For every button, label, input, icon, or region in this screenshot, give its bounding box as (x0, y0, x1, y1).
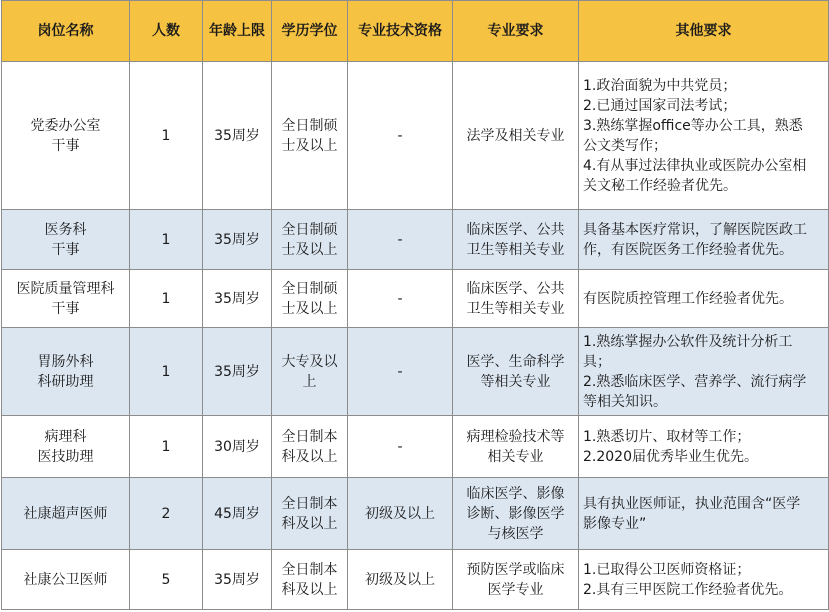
cell-other: 有医院质控管理工作经验者优先。 (579, 270, 829, 328)
header-row (2, 1, 829, 62)
cell-major: 医学、生命科学 等相关专业 (453, 328, 579, 416)
cell-age: 30周岁 (203, 416, 272, 478)
header-age: 年龄上限 (203, 1, 272, 62)
cell-qualification: 初级及以上 (348, 550, 453, 610)
cell-age: 45周岁 (203, 478, 272, 550)
cell-position: 医务科 干事 (2, 210, 130, 270)
cell-education: 全日制硕 士及以上 (272, 62, 348, 210)
table-row (2, 328, 829, 416)
cell-education: 全日制硕 士及以上 (272, 270, 348, 328)
cell-qualification: 初级及以上 (348, 478, 453, 550)
cell-count: 2 (130, 478, 203, 550)
cell-age: 35周岁 (203, 210, 272, 270)
cell-count: 5 (130, 550, 203, 610)
cell-other: 具备基本医疗常识，了解医院医政工 作，有医院医务工作经验者优先。 (579, 210, 829, 270)
table-row (2, 62, 829, 210)
cell-other: 具有执业医师证，执业范围含“医学 影像专业” (579, 478, 829, 550)
cell-other: 1.熟悉切片、取材等工作； 2.2020届优秀毕业生优先。 (579, 416, 829, 478)
cell-major: 临床医学、公共 卫生等相关专业 (453, 270, 579, 328)
cell-position: 社康超声医师 (2, 478, 130, 550)
cell-qualification: - (348, 328, 453, 416)
cell-qualification: - (348, 210, 453, 270)
cell-age: 35周岁 (203, 270, 272, 328)
cell-position: 病理科 医技助理 (2, 416, 130, 478)
cell-count: 1 (130, 416, 203, 478)
cell-education: 全日制本 科及以上 (272, 550, 348, 610)
cell-qualification: - (348, 62, 453, 210)
cell-major: 临床医学、影像 诊断、影像医学 与核医学 (453, 478, 579, 550)
cell-major: 法学及相关专业 (453, 62, 579, 210)
header-qualification: 专业技术资格 (348, 1, 453, 62)
cell-qualification: - (348, 270, 453, 328)
table-row (2, 416, 829, 478)
cell-education: 大专及以 上 (272, 328, 348, 416)
header-count: 人数 (130, 1, 203, 62)
cell-education: 全日制本 科及以上 (272, 416, 348, 478)
header-major: 专业要求 (453, 1, 579, 62)
cell-position: 胃肠外科 科研助理 (2, 328, 130, 416)
cell-count: 1 (130, 328, 203, 416)
header-education: 学历学位 (272, 1, 348, 62)
cell-major: 临床医学、公共 卫生等相关专业 (453, 210, 579, 270)
cell-education: 全日制本 科及以上 (272, 478, 348, 550)
cell-other: 1.已取得公卫医师资格证； 2.具有三甲医院工作经验者优先。 (579, 550, 829, 610)
cell-age: 35周岁 (203, 550, 272, 610)
table-row (2, 270, 829, 328)
cell-count: 1 (130, 210, 203, 270)
cell-position: 党委办公室 干事 (2, 62, 130, 210)
cell-education: 全日制硕 士及以上 (272, 210, 348, 270)
cell-major: 病理检验技术等 相关专业 (453, 416, 579, 478)
table-row (2, 210, 829, 270)
cell-qualification: - (348, 416, 453, 478)
cell-position: 社康公卫医师 (2, 550, 130, 610)
recruitment-table (1, 0, 829, 610)
header-position: 岗位名称 (2, 1, 130, 62)
cell-age: 35周岁 (203, 328, 272, 416)
cell-other: 1.熟练掌握办公软件及统计分析工 具； 2.熟悉临床医学、营养学、流行病学 等相关知识。 (579, 328, 829, 416)
cell-other: 1.政治面貌为中共党员； 2.已通过国家司法考试； 3.熟练掌握office等办公工具，熟悉 公文类写作； 4.有从事过法律执业或医院办公室相 关文秘工作经验者优先。 (579, 62, 829, 210)
cell-count: 1 (130, 270, 203, 328)
table-row (2, 550, 829, 610)
cell-position: 医院质量管理科 干事 (2, 270, 130, 328)
table-row (2, 478, 829, 550)
cell-count: 1 (130, 62, 203, 210)
cell-age: 35周岁 (203, 62, 272, 210)
header-other: 其他要求 (579, 1, 829, 62)
cell-major: 预防医学或临床 医学专业 (453, 550, 579, 610)
